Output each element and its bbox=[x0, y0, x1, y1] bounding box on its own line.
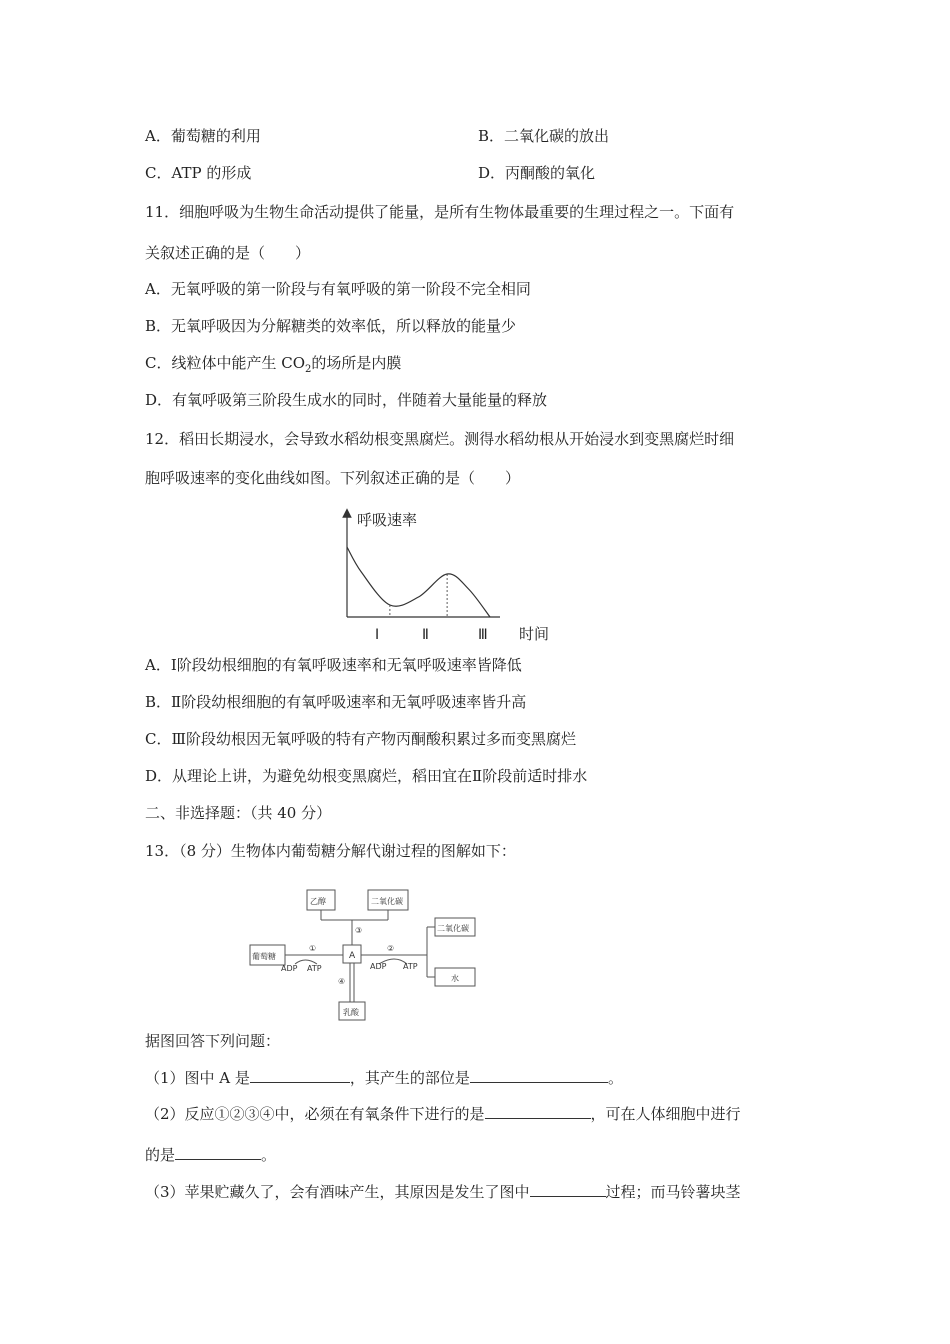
ethanol-label: 乙醇 bbox=[310, 897, 326, 906]
q12-option-c: C．Ⅲ阶段幼根因无氧呼吸的特有产物丙酮酸积累过多而变黑腐烂 bbox=[145, 730, 576, 748]
q12-stem-line2: 胞呼吸速率的变化曲线如图。下列叙述正确的是（ ） bbox=[145, 469, 521, 487]
q10-option-a: A．葡萄糖的利用 bbox=[145, 127, 261, 145]
a-node-label: A bbox=[349, 951, 356, 961]
q11-stem-line2: 关叙述正确的是（ ） bbox=[145, 244, 311, 262]
q13-part3-text-a: （3）苹果贮藏久了，会有酒味产生，其原因是发生了图中 bbox=[145, 1183, 530, 1201]
q13-stem: 13．（8 分）生物体内葡萄糖分解代谢过程的图解如下： bbox=[145, 842, 516, 860]
q12-option-a: A．Ⅰ阶段幼根细胞的有氧呼吸速率和无氧呼吸速率皆降低 bbox=[145, 656, 522, 674]
answer-blank-apple-process[interactable] bbox=[530, 1180, 606, 1197]
q11-option-c-sub: 2 bbox=[305, 364, 312, 375]
q13-part2-text-a: （2）反应①②③④中，必须在有氧条件下进行的是 bbox=[145, 1105, 485, 1123]
step1-label: ① bbox=[309, 944, 317, 953]
answer-blank-a-identity[interactable] bbox=[250, 1066, 350, 1083]
y-axis-label: 呼吸速率 bbox=[357, 511, 418, 529]
respiration-rate-chart bbox=[325, 505, 565, 645]
atp2-label: ATP bbox=[403, 962, 418, 971]
step2-label: ② bbox=[387, 944, 395, 953]
answer-blank-a-location[interactable] bbox=[470, 1066, 608, 1083]
step4-label: ④ bbox=[338, 977, 346, 986]
stage-label-1: Ⅰ bbox=[375, 627, 380, 643]
q13-part2-text-b: ，可在人体细胞中进行 bbox=[590, 1105, 741, 1123]
q13-part3-line1 bbox=[145, 1180, 741, 1202]
water-label: 水 bbox=[451, 974, 459, 983]
q13-part2-text-d: 。 bbox=[261, 1146, 277, 1164]
adp1-label: ADP bbox=[281, 964, 298, 973]
glucose-label: 葡萄糖 bbox=[252, 952, 276, 961]
q13-part1-text-c: 。 bbox=[607, 1069, 623, 1087]
stage-label-3: Ⅲ bbox=[478, 627, 488, 643]
adp2-label: ADP bbox=[370, 962, 387, 971]
q13-part2-line2 bbox=[145, 1143, 276, 1165]
q13-part1-text-a: （1）图中 A 是 bbox=[145, 1069, 250, 1087]
q13-prompt: 据图回答下列问题： bbox=[145, 1032, 281, 1050]
q12-stem-line1: 12．稻田长期浸水，会导致水稻幼根变黑腐烂。测得水稻幼根从开始浸水到变黑腐烂时细 bbox=[145, 430, 735, 448]
q10-option-b: B．二氧化碳的放出 bbox=[478, 127, 610, 145]
q11-option-c bbox=[145, 353, 401, 380]
q12-option-b: B．Ⅱ阶段幼根细胞的有氧呼吸速率和无氧呼吸速率皆升高 bbox=[145, 693, 527, 711]
q11-stem-line1: 11．细胞呼吸为生物生命活动提供了能量，是所有生物体最重要的生理过程之一。下面有 bbox=[145, 203, 735, 221]
answer-blank-aerobic-reactions[interactable] bbox=[485, 1102, 591, 1119]
q10-option-c: C．ATP 的形成 bbox=[145, 164, 252, 182]
q11-option-d: D．有氧呼吸第三阶段生成水的同时，伴随着大量能量的释放 bbox=[145, 391, 548, 409]
q13-part2-text-c: 的是 bbox=[145, 1146, 176, 1164]
q13-part2-line1 bbox=[145, 1102, 741, 1124]
answer-blank-human-reactions[interactable] bbox=[175, 1143, 261, 1160]
section2-title: 二、非选择题：（共 40 分） bbox=[145, 804, 332, 822]
q12-option-d: D．从理论上讲，为避免幼根变黑腐烂，稻田宜在Ⅱ阶段前适时排水 bbox=[145, 767, 588, 785]
q11-option-c-post: 的场所是内膜 bbox=[311, 354, 402, 372]
stage-label-2: Ⅱ bbox=[422, 627, 429, 643]
step3-label: ③ bbox=[355, 926, 363, 935]
q13-part1-text-b: ，其产生的部位是 bbox=[349, 1069, 470, 1087]
q10-option-d: D．丙酮酸的氧化 bbox=[478, 164, 596, 182]
q11-option-b: B．无氧呼吸因为分解糖类的效率低，所以释放的能量少 bbox=[145, 317, 517, 335]
atp1-label: ATP bbox=[307, 964, 322, 973]
q11-option-c-pre: C．线粒体中能产生 CO bbox=[145, 354, 306, 372]
q11-option-a: A．无氧呼吸的第一阶段与有氧呼吸的第一阶段不完全相同 bbox=[145, 280, 531, 298]
lactic-label: 乳酸 bbox=[343, 1008, 359, 1017]
x-axis-label: 时间 bbox=[519, 625, 550, 643]
respiration-curve bbox=[347, 547, 490, 617]
co2-right-label: 二氧化碳 bbox=[437, 924, 469, 933]
q13-part3-text-b: 过程；而马铃薯块茎 bbox=[605, 1183, 741, 1201]
co2-top-label: 二氧化碳 bbox=[371, 897, 403, 906]
glucose-metabolism-diagram bbox=[245, 880, 485, 1030]
q13-part1 bbox=[145, 1066, 623, 1088]
